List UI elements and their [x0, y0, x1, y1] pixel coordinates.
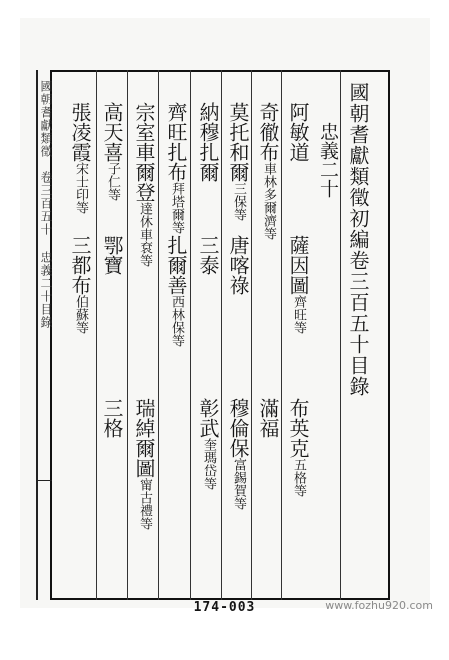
- page-number: 174-003: [193, 600, 256, 615]
- entry-note: 西林保等: [169, 295, 184, 347]
- entry: [288, 235, 308, 334]
- entry: [198, 235, 218, 275]
- entry-name: 張凌霞: [68, 102, 92, 162]
- entry-name: 納穆扎爾: [196, 102, 220, 182]
- entry-note: 子仁等: [105, 162, 120, 201]
- margin-tick: [36, 480, 52, 481]
- entry-name: 布英克: [286, 398, 310, 458]
- outer-margin-rule: [36, 70, 38, 600]
- entry: [228, 398, 248, 510]
- margin-running-title: 國朝耆獻類徵 卷三百五十 忠義二十目錄: [39, 80, 53, 329]
- title-column-rule: [340, 70, 341, 600]
- entry-name: 阿敏道: [286, 102, 310, 162]
- entry: [166, 102, 186, 234]
- entry-name: 宗室車爾登: [132, 102, 156, 202]
- entry-note: 五格等: [291, 458, 306, 497]
- entry-name: 高天喜: [100, 102, 124, 162]
- entry: [258, 398, 278, 438]
- chapter-heading: 忠義二十: [317, 122, 339, 198]
- column-rule: [281, 70, 282, 600]
- entry-note: 奎瑪岱等: [201, 438, 216, 490]
- column-rule: [158, 70, 159, 600]
- column-rule: [127, 70, 128, 600]
- column-rule: [221, 70, 222, 600]
- entry-name: 三都布: [68, 235, 92, 295]
- entry-name: 三格: [100, 398, 124, 438]
- entry-name: 莫托和爾: [226, 102, 250, 182]
- entry: [134, 102, 154, 267]
- column-rule: [251, 70, 252, 600]
- entry: [102, 102, 122, 201]
- entry: [228, 235, 248, 295]
- entry-note: 宋士印等: [73, 162, 88, 214]
- entry-name: 鄂寶: [100, 235, 124, 275]
- column-rule: [96, 70, 97, 600]
- entry-name: 唐喀祿: [226, 235, 250, 295]
- entry-note: 富錫賀等: [231, 458, 246, 510]
- entry: [258, 102, 278, 240]
- entry: [228, 102, 248, 221]
- entry-note: 三保等: [231, 182, 246, 221]
- entry: [288, 398, 308, 497]
- entry: [102, 398, 122, 438]
- entry: [198, 102, 218, 182]
- entry-name: 彰武: [196, 398, 220, 438]
- entry-note: 車林多爾濟等: [261, 162, 276, 240]
- entry-name: 扎爾善: [164, 235, 188, 295]
- entry-note: 拜塔爾等: [169, 182, 184, 234]
- page-title: 國朝耆獻類徵初編卷三百五十目錄: [346, 82, 370, 397]
- entry-note: 伯蘇等: [73, 295, 88, 334]
- entry: [198, 398, 218, 490]
- watermark: www.fozhu920.com: [325, 599, 433, 612]
- entry-name: 瑞綽爾圖: [132, 398, 156, 478]
- entry: [288, 102, 308, 162]
- entry: [134, 398, 154, 530]
- entry-name: 奇徹布: [256, 102, 280, 162]
- entry-name: 三泰: [196, 235, 220, 275]
- entry: [70, 102, 90, 214]
- entry-note: 甯古禮等: [137, 478, 152, 530]
- entry: [102, 235, 122, 275]
- entry-name: 滿福: [256, 398, 280, 438]
- entry-note: 達休車袞等: [137, 202, 152, 267]
- entry-name: 穆倫保: [226, 398, 250, 458]
- entry: [166, 235, 186, 347]
- entry-name: 齊旺扎布: [164, 102, 188, 182]
- column-rule: [190, 70, 191, 600]
- entry: [70, 235, 90, 334]
- entry-note: 齊旺等: [291, 295, 306, 334]
- entry-name: 薩因圖: [286, 235, 310, 295]
